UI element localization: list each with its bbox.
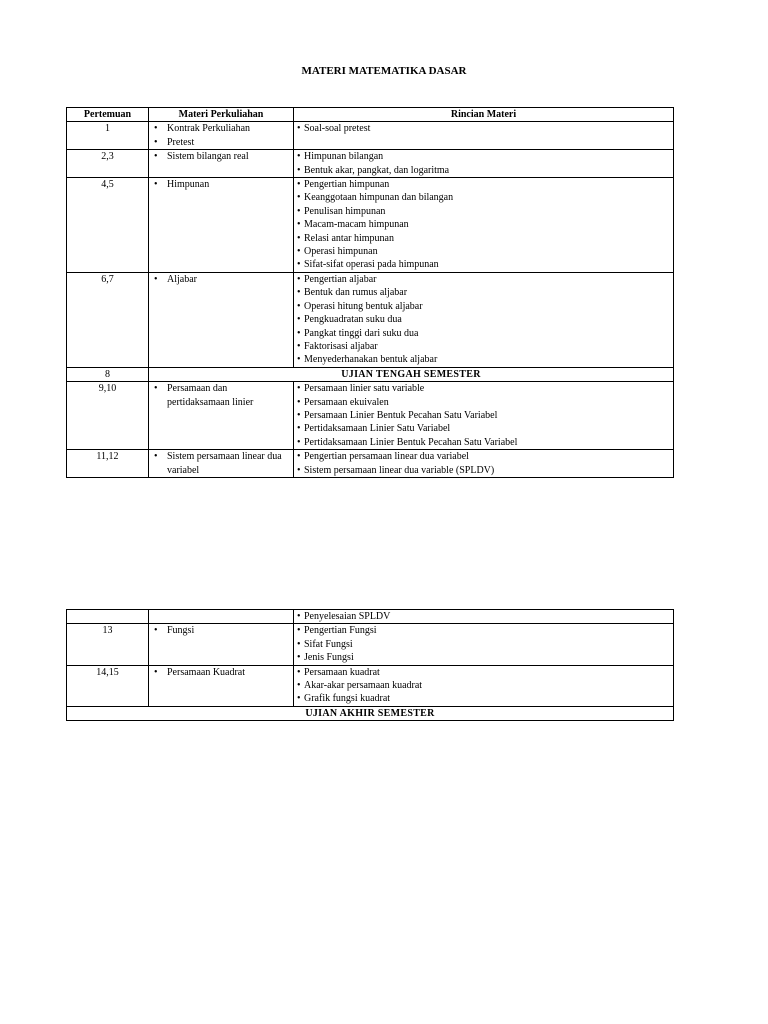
material-list [151,450,291,477]
exam-label: UJIAN TENGAH SEMESTER [149,367,674,381]
meeting-number: 1 [67,122,149,150]
syllabus-table-body [67,122,674,478]
table-row [67,272,674,367]
material-details [294,122,674,150]
material-list [151,382,291,409]
list-item: • Kontrak Perkuliahan [151,122,291,135]
details-list [296,450,671,477]
material-list [151,122,291,149]
list-item: • Faktorisasi aljabar [296,340,671,353]
syllabus-table-continued-body [67,610,674,721]
details-list [296,273,671,367]
table-row [67,706,674,720]
list-item: • Keanggotaan himpunan dan bilangan [296,191,671,204]
course-material [149,382,294,450]
course-material [149,665,294,706]
details-list [296,382,671,449]
material-list [151,273,291,286]
list-item: • Penulisan himpunan [296,205,671,218]
meeting-number: 13 [67,624,149,665]
table-row [67,624,674,665]
list-item: • Persamaan dan pertidaksamaan linier [151,382,291,409]
list-item: • Pengertian persamaan linear dua variabel [296,450,671,463]
list-item: • Macam-macam himpunan [296,218,671,231]
list-item: • Jenis Fungsi [296,651,671,664]
details-list [296,666,671,706]
course-material [149,624,294,665]
meeting-number: 2,3 [67,150,149,178]
meeting-number: 4,5 [67,178,149,273]
table-row [67,367,674,381]
meeting-number: 6,7 [67,272,149,367]
course-material [149,610,294,624]
list-item: • Penyelesaian SPLDV [296,610,671,623]
document-title: MATERI MATEMATIKA DASAR [301,65,467,77]
meeting-number: 8 [67,367,149,381]
list-item: • Aljabar [151,273,291,286]
list-item: • Relasi antar himpunan [296,232,671,245]
list-item: • Sistem persamaan linear dua variabel [151,450,291,477]
header-pertemuan: Pertemuan [67,108,149,122]
list-item: • Fungsi [151,624,291,637]
list-item: • Akar-akar persamaan kuadrat [296,679,671,692]
details-list [296,610,671,623]
material-details [294,450,674,478]
details-list [296,150,671,177]
material-details [294,610,674,624]
exam-label: UJIAN AKHIR SEMESTER [67,706,674,720]
material-list [151,624,291,637]
list-item: • Pertidaksamaan Linier Satu Variabel [296,422,671,435]
list-item: • Soal-soal pretest [296,122,671,135]
list-item: • Sifat Fungsi [296,638,671,651]
syllabus-table-continued [66,609,674,721]
course-material [149,122,294,150]
list-item: • Pretest [151,136,291,149]
material-details [294,382,674,450]
material-details [294,624,674,665]
material-details [294,150,674,178]
list-item: • Grafik fungsi kuadrat [296,692,671,705]
meeting-number: 11,12 [67,450,149,478]
list-item: • Persamaan Linier Bentuk Pecahan Satu Variabel [296,409,671,422]
list-item: • Pengertian himpunan [296,178,671,191]
list-item: • Sistem bilangan real [151,150,291,163]
list-item: • Himpunan bilangan [296,150,671,163]
table-row [67,610,674,624]
list-item: • Persamaan kuadrat [296,666,671,679]
list-item: • Persamaan Kuadrat [151,666,291,679]
table-header-row [67,108,674,122]
list-item: • Persamaan ekuivalen [296,396,671,409]
list-item: • Sistem persamaan linear dua variable (SPLDV) [296,464,671,477]
list-item: • Sifat-sifat operasi pada himpunan [296,258,671,271]
list-item: • Menyederhanakan bentuk aljabar [296,353,671,366]
course-material [149,150,294,178]
course-material [149,178,294,273]
list-item: • Operasi hitung bentuk aljabar [296,300,671,313]
list-item: • Pengertian Fungsi [296,624,671,637]
list-item: • Bentuk dan rumus aljabar [296,286,671,299]
list-item: • Pengertian aljabar [296,273,671,286]
meeting-number: 9,10 [67,382,149,450]
syllabus-table [66,107,674,478]
course-material [149,450,294,478]
material-list [151,178,291,191]
meeting-number: 14,15 [67,665,149,706]
details-list [296,122,671,135]
header-rincian: Rincian Materi [294,108,674,122]
table-row [67,150,674,178]
material-list [151,666,291,679]
course-material [149,272,294,367]
material-list [151,150,291,163]
details-list [296,624,671,664]
table-row [67,665,674,706]
material-details [294,272,674,367]
list-item: • Operasi himpunan [296,245,671,258]
list-item: • Pangkat tinggi dari suku dua [296,327,671,340]
material-details [294,178,674,273]
list-item: • Pengkuadratan suku dua [296,313,671,326]
table-row [67,122,674,150]
list-item: • Himpunan [151,178,291,191]
table-row [67,450,674,478]
material-details [294,665,674,706]
list-item: • Persamaan linier satu variable [296,382,671,395]
details-list [296,178,671,272]
header-materi: Materi Perkuliahan [149,108,294,122]
table-row [67,178,674,273]
list-item: • Pertidaksamaan Linier Bentuk Pecahan Satu Variabel [296,436,671,449]
meeting-number [67,610,149,624]
table-row [67,382,674,450]
list-item: • Bentuk akar, pangkat, dan logaritma [296,164,671,177]
